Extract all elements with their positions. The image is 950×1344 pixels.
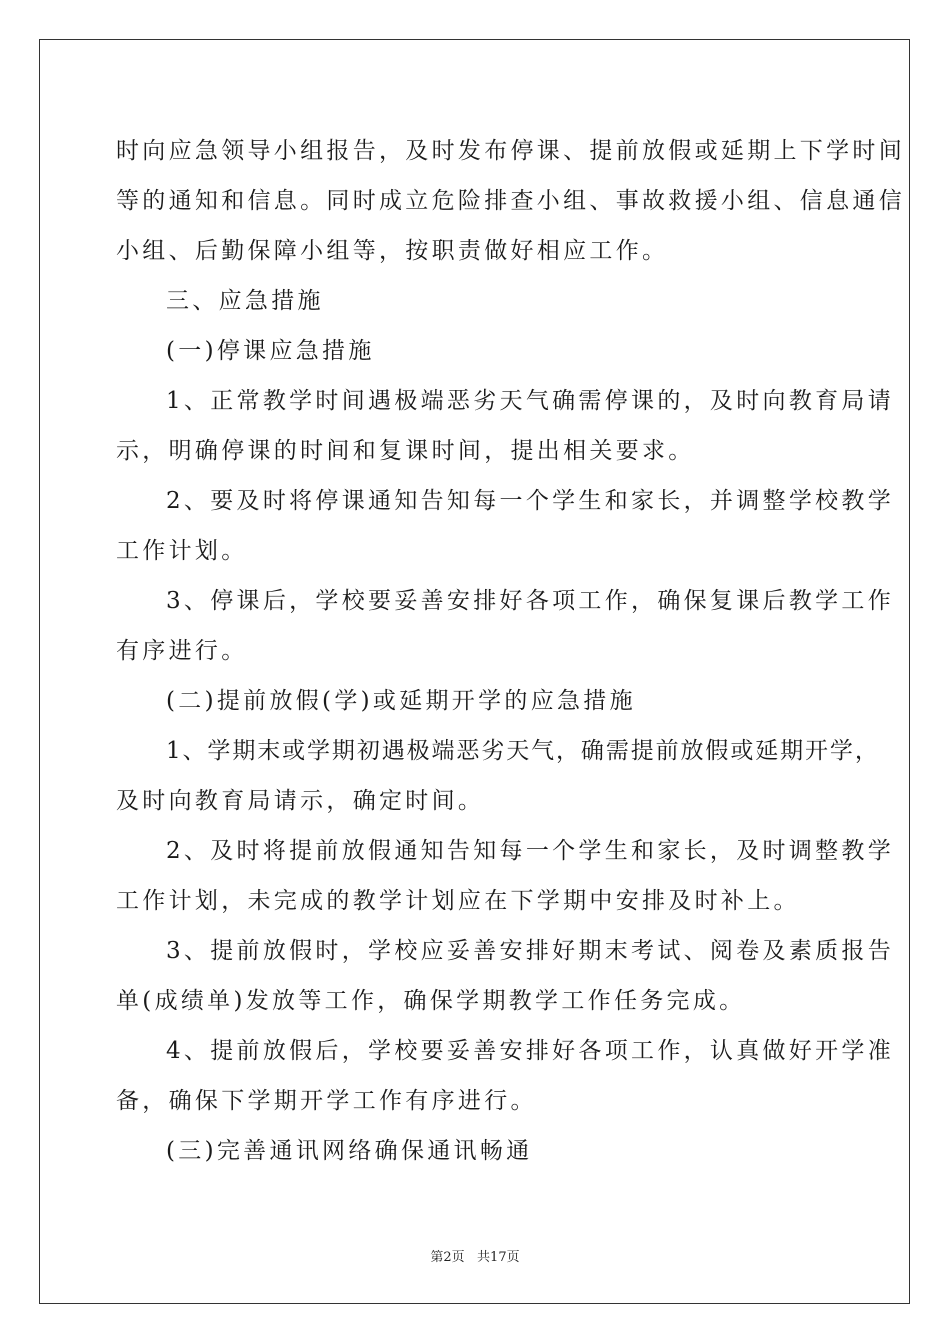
text-line: 3、停课后，学校要妥善安排好各项工作，确保复课后教学工作 (166, 588, 895, 614)
text-line: 等的通知和信息。同时成立危险排查小组、事故救援小组、信息通信 (116, 188, 905, 214)
text-line: 单(成绩单)发放等工作，确保学期教学工作任务完成。 (116, 988, 746, 1014)
text-line: 工作计划，未完成的教学计划应在下学期中安排及时补上。 (116, 888, 800, 914)
text-line: 有序进行。 (116, 638, 248, 664)
text-line: 示，明确停课的时间和复课时间，提出相关要求。 (116, 438, 695, 464)
text-line: 3、提前放假时，学校应妥善安排好期末考试、阅卷及素质报告 (166, 938, 895, 964)
text-line: 1、学期末或学期初遇极端恶劣天气，确需提前放假或延期开学， (166, 738, 880, 764)
text-line: 2、及时将提前放假通知告知每一个学生和家长，及时调整教学 (166, 838, 895, 864)
text-line: 及时向教育局请示，确定时间。 (116, 788, 485, 814)
text-line: 三、应急措施 (166, 288, 324, 314)
text-line: 1、正常教学时间遇极端恶劣天气确需停课的，及时向教育局请 (166, 388, 895, 414)
text-line: 小组、后勤保障小组等，按职责做好相应工作。 (116, 238, 669, 264)
text-line: (一)停课应急措施 (166, 338, 375, 364)
page-footer: 第2页 共17页 (430, 1250, 520, 1265)
text-line: 备，确保下学期开学工作有序进行。 (116, 1088, 537, 1114)
text-line: 工作计划。 (116, 538, 248, 564)
text-line: (二)提前放假(学)或延期开学的应急措施 (166, 688, 636, 714)
text-line: 时向应急领导小组报告，及时发布停课、提前放假或延期上下学时间 (116, 138, 905, 164)
text-line: 4、提前放假后，学校要妥善安排好各项工作，认真做好开学准 (166, 1038, 895, 1064)
text-line: 2、要及时将停课通知告知每一个学生和家长，并调整学校教学 (166, 488, 895, 514)
text-line: (三)完善通讯网络确保通讯畅通 (166, 1138, 533, 1164)
document-body (116, 126, 905, 1176)
